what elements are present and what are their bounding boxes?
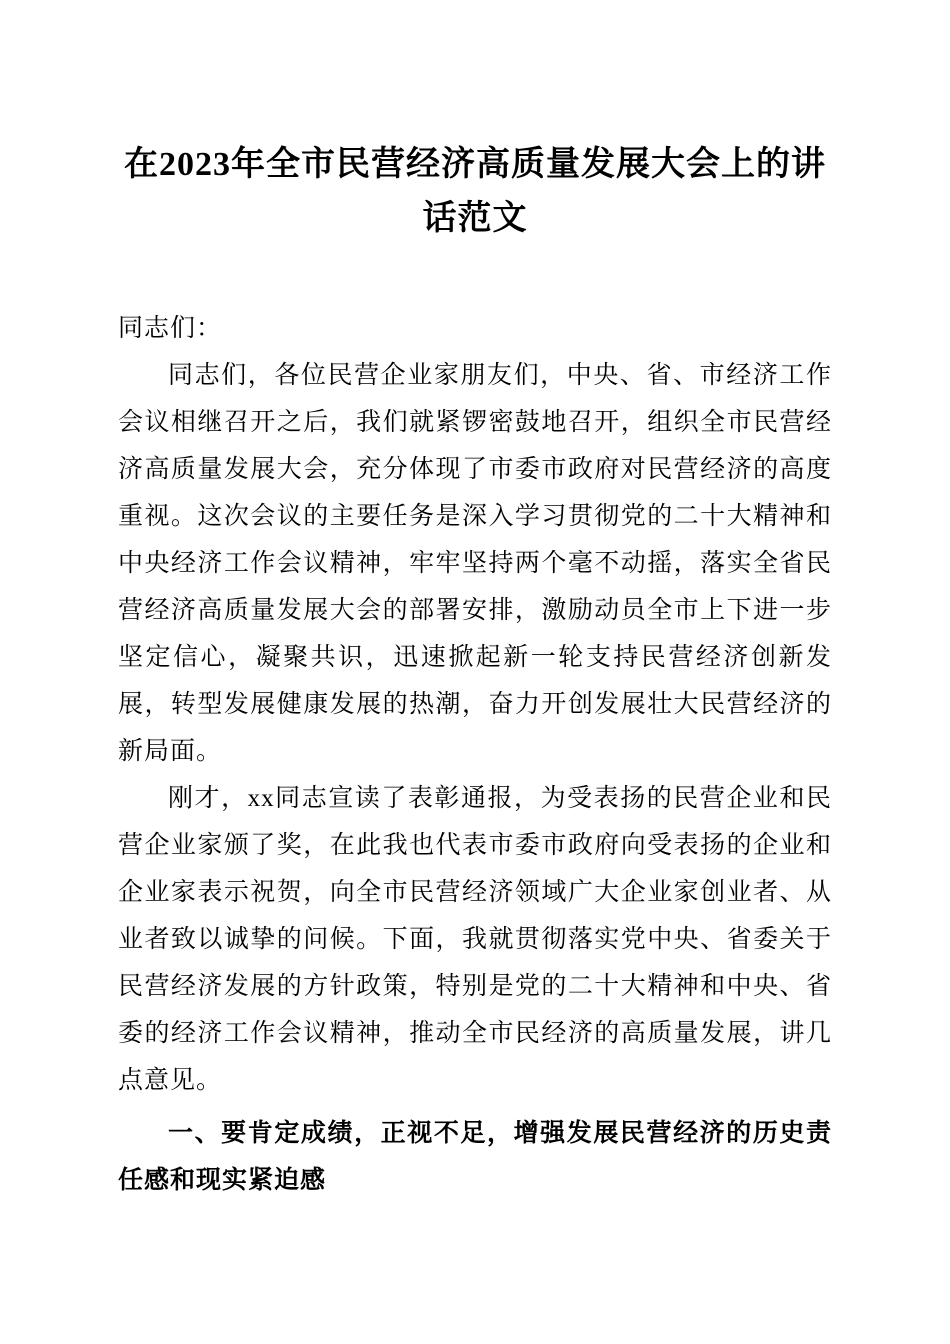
salutation: 同志们： [118, 314, 223, 342]
section-heading: 一、要肯定成绩，正视不足，增强发展民营经济的历史责任感和现实紧迫感 [118, 1118, 832, 1194]
paragraph-1: 同志们，各位民营企业家朋友们，中央、省、市经济工作会议相继召开之后，我们就紧锣密鼓地召开，组织全市民营经济高质量发展大会，充分体现了市委市政府对民营经济的高度重视。这次会议的主要任务是深入学习贯彻党的二十大精神和中央经济工作会议精神，牢牢坚持两个毫不动摇，落实全省民营经济高质量发展大会的部署安排，激励动员全市上下进一步坚定信心，凝聚共识，迅速掀起新一轮支持民营经济创新发展，转型发展健康发展的热潮，奋力开创发展壮大民营经济的新局面。 [118, 361, 832, 765]
document-title: 在2023年全市民营经济高质量发展大会上的讲话范文 [124, 146, 826, 238]
paragraph-2: 刚才，xx同志宣读了表彰通报，为受表扬的民营企业和民营企业家颁了奖，在此我也代表市委市政府向受表扬的企业和企业家表示祝贺，向全市民营经济领域广大企业家创业者、从业者致以诚挚的问候。下面，我就贯彻落实党中央、省委关于民营经济发展的方针政策，特别是党的二十大精神和中央、省委的经济工作会议精神，推动全市民经济的高质量发展，讲几点意见。 [118, 784, 832, 1094]
